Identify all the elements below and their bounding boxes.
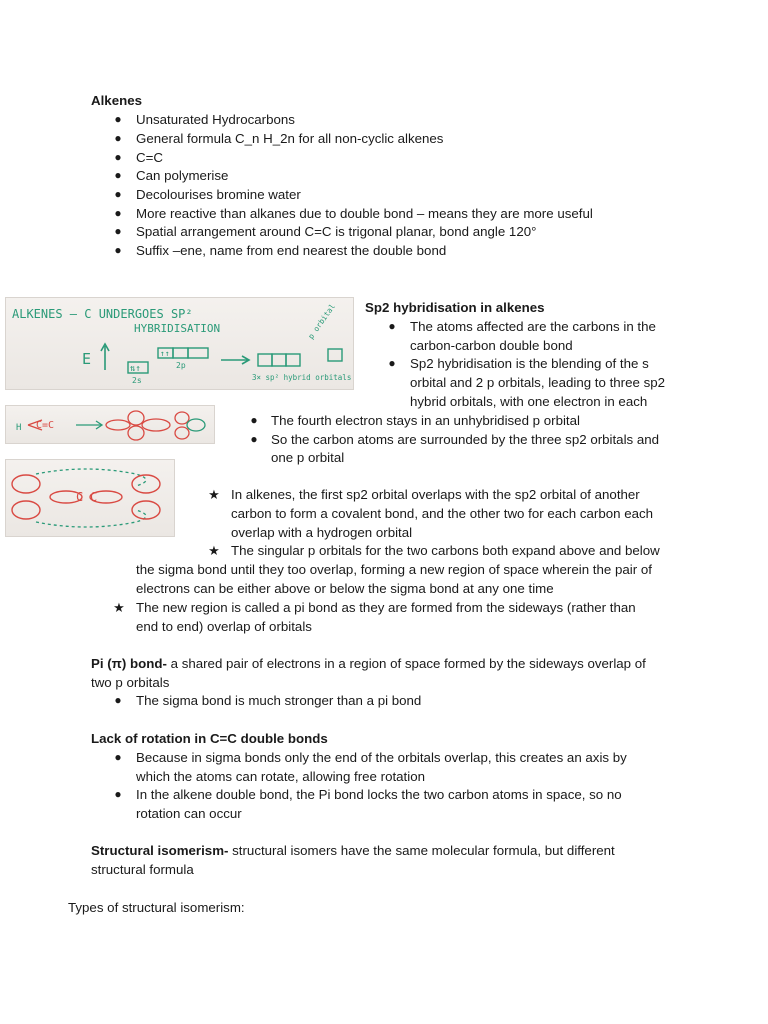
rotation-heading: Lack of rotation in C=C double bonds xyxy=(91,731,328,746)
bullet-dot: ● xyxy=(114,750,122,764)
bullet-dot: ● xyxy=(114,112,122,126)
pi-bond-def-line2: two p orbitals xyxy=(91,675,170,690)
list-item: The sigma bond is much stronger than a pi bond xyxy=(136,693,422,708)
svg-text:C=C: C=C xyxy=(36,420,55,431)
whiteboard-photo-orbital-overlap xyxy=(5,459,175,537)
isomerism-def-line2: structural formula xyxy=(91,862,194,877)
list-item: The fourth electron stays in an unhybridised p orbital xyxy=(271,413,580,428)
bullet-dot: ● xyxy=(388,319,396,333)
label-2s: 2s xyxy=(132,376,142,385)
star-icon: ★ xyxy=(208,487,220,502)
pi-bond-term: Pi (π) bond- xyxy=(91,656,167,671)
list-item-line: carbon to form a covalent bond, and the other two for each carbon each xyxy=(231,506,654,521)
list-item-line: which the atoms can rotate, allowing free rotation xyxy=(136,769,425,784)
list-item-line: The atoms affected are the carbons in the xyxy=(410,319,656,334)
list-item: General formula C_n H_2n for all non-cyclic alkenes xyxy=(136,131,444,146)
box-2s: ⇅↑ xyxy=(130,364,141,374)
label-2p: 2p xyxy=(176,361,186,370)
list-item-line: So the carbon atoms are surrounded by the three sp2 orbitals and xyxy=(271,432,660,447)
bullet-dot: ● xyxy=(114,787,122,801)
bullet-dot: ● xyxy=(114,168,122,182)
list-item-line: the sigma bond until they too overlap, forming a new region of space wherein the pair of xyxy=(136,562,652,577)
box-2p: ↑↑ xyxy=(160,349,170,358)
svg-text:H: H xyxy=(16,423,22,433)
photo-text-line1: ALKENES – C UNDERGOES SP² xyxy=(12,307,193,321)
bullet-dot: ● xyxy=(114,693,122,707)
label-hybrid: 3× sp² hybrid orbitals xyxy=(252,373,352,382)
list-item: Suffix –ene, name from end nearest the double bond xyxy=(136,243,447,258)
label-p-orbital: p orbital xyxy=(306,302,337,341)
bullet-dot: ● xyxy=(114,187,122,201)
energy-label: E xyxy=(82,350,92,368)
sp2-heading: Sp2 hybridisation in alkenes xyxy=(365,300,545,315)
list-item-line: orbital and 2 p orbitals, leading to three sp2 xyxy=(410,375,666,390)
list-item-line: Sp2 hybridisation is the blending of the s xyxy=(410,356,649,371)
star-icon: ★ xyxy=(208,543,220,558)
list-item: Decolourises bromine water xyxy=(136,187,301,202)
list-item-line: one p orbital xyxy=(271,450,345,465)
photo-text-line2: HYBRIDISATION xyxy=(134,322,221,335)
pi-bond-definition xyxy=(91,654,646,673)
bullet-dot: ● xyxy=(114,131,122,145)
svg-text:C: C xyxy=(90,490,98,504)
bullet-dot: ● xyxy=(114,206,122,220)
list-item-line: carbon-carbon double bond xyxy=(410,338,573,353)
bullet-dot: ● xyxy=(114,224,122,238)
list-item: Spatial arrangement around C=C is trigonal planar, bond angle 120° xyxy=(136,224,537,239)
list-item-line: In the alkene double bond, the Pi bond locks the two carbon atoms in space, so no xyxy=(136,787,622,802)
isomerism-def-line1: structural isomers have the same molecular formula, but different xyxy=(228,843,615,858)
bullet-dot: ● xyxy=(250,432,258,446)
list-item: More reactive than alkanes due to double bond – means they are more useful xyxy=(136,206,593,221)
whiteboard-photo-hybridisation xyxy=(5,297,354,390)
star-icon: ★ xyxy=(113,600,125,615)
list-item: C=C xyxy=(136,150,163,165)
list-item-line: hybrid orbitals, with one electron in each xyxy=(410,394,648,409)
list-item-line: electrons can be either above or below the sigma bond at any one time xyxy=(136,581,554,596)
bullet-dot: ● xyxy=(114,150,122,164)
pi-bond-def-line1: a shared pair of electrons in a region of space formed by the sideways overlap of xyxy=(166,656,646,671)
isomerism-definition xyxy=(91,841,615,860)
bullet-dot: ● xyxy=(250,413,258,427)
list-item-line: The new region is called a pi bond as they are formed from the sideways (rather than xyxy=(136,600,636,615)
list-item: Unsaturated Hydrocarbons xyxy=(136,112,295,127)
list-item-line: overlap with a hydrogen orbital xyxy=(231,525,413,540)
bullet-dot: ● xyxy=(388,356,396,370)
list-item-line: The singular p orbitals for the two carbons both expand above and below xyxy=(231,543,660,558)
list-item-line: end to end) overlap of orbitals xyxy=(136,619,312,634)
alkenes-heading: Alkenes xyxy=(91,93,142,108)
isomerism-types-label: Types of structural isomerism: xyxy=(68,900,245,915)
list-item-line: Because in sigma bonds only the end of the orbitals overlap, this creates an axis by xyxy=(136,750,627,765)
bullet-dot: ● xyxy=(114,243,122,257)
svg-text:C: C xyxy=(76,490,84,504)
list-item-line: rotation can occur xyxy=(136,806,242,821)
list-item: Can polymerise xyxy=(136,168,229,183)
isomerism-term: Structural isomerism- xyxy=(91,843,229,858)
whiteboard-photo-ethene xyxy=(5,405,215,444)
list-item-line: In alkenes, the first sp2 orbital overlaps with the sp2 orbital of another xyxy=(231,487,640,502)
